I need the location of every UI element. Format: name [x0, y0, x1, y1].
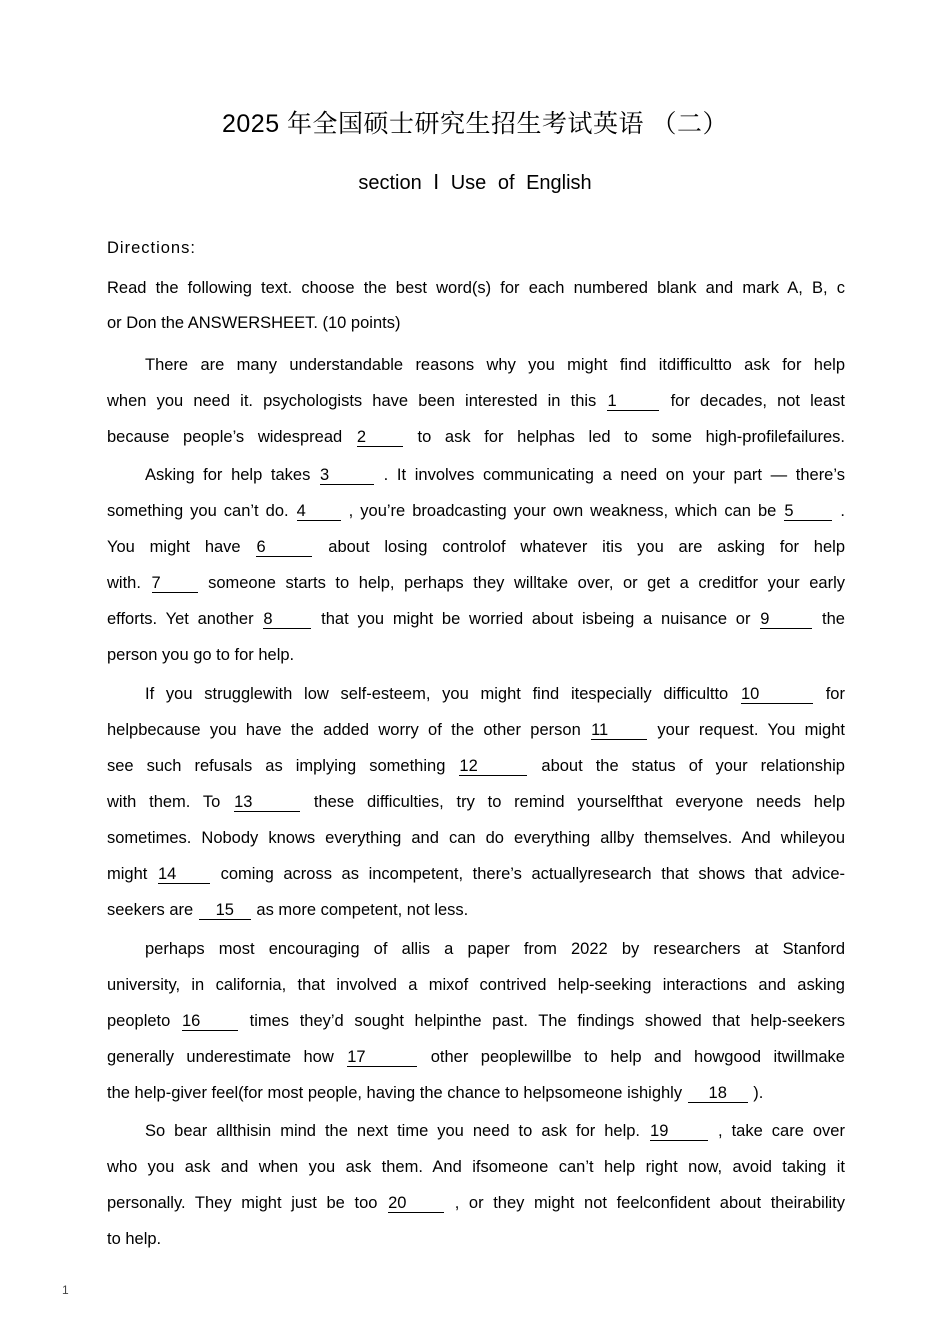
passage-line	[107, 974, 845, 996]
passage-text: .	[840, 502, 845, 520]
passage-line	[107, 1082, 845, 1104]
passage-text: If you strugglewith low self-esteem, you might find itespecially difficultto	[145, 685, 729, 703]
answer-blank-12: 12	[459, 757, 527, 776]
answer-blank-19: 19	[650, 1122, 708, 1141]
answer-blank-11: 11	[591, 721, 647, 740]
answer-blank-15: 15	[199, 901, 251, 920]
passage-line	[107, 608, 845, 630]
passage-text: for	[825, 685, 845, 703]
passage-text: personally. They might just be too	[107, 1194, 378, 1212]
section-heading: section Ⅰ Use of English	[358, 172, 592, 194]
passage-line	[107, 755, 845, 777]
passage-text: because people’s widespread	[107, 428, 343, 446]
passage-text: see such refusals as implying something	[107, 757, 446, 775]
passage-line	[145, 938, 845, 960]
passage-text: something you can’t do.	[107, 502, 289, 520]
passage-line	[107, 827, 845, 849]
answer-blank-10: 10	[741, 685, 813, 704]
passage-line	[145, 683, 845, 705]
answer-blank-4: 4	[297, 502, 341, 521]
answer-blank-1: 1	[607, 392, 659, 411]
passage-text: your request. You might	[657, 721, 845, 739]
passage-line	[107, 500, 845, 522]
passage-text: as more competent, not less.	[256, 901, 469, 919]
passage-text: when you need it. psychologists have been interested in this	[107, 392, 597, 410]
answer-blank-20: 20	[388, 1194, 444, 1213]
passage-line	[107, 1192, 845, 1214]
passage-text: university, in california, that involved a mixof contrived help-seeking interactions and asking	[107, 976, 845, 994]
answer-blank-17: 17	[347, 1048, 417, 1067]
answer-blank-16: 16	[182, 1012, 238, 1031]
passage-text: So bear allthisin mind the next time you need to ask for help.	[145, 1122, 641, 1140]
passage-text: seekers are	[107, 901, 194, 919]
passage-line	[107, 536, 845, 558]
passage-line	[107, 863, 845, 885]
passage-line	[107, 719, 845, 741]
passage-line	[107, 1046, 845, 1068]
passage-text: someone starts to help, perhaps they willtake over, or get a creditfor your early	[208, 574, 845, 592]
passage-text: , you’re broadcasting your own weakness, which can be	[348, 502, 777, 520]
directions-line-2: or Don the ANSWERSHEET. (10 points)	[107, 314, 401, 332]
directions-label: Directions:	[107, 239, 196, 257]
passage-text: to help.	[107, 1230, 162, 1248]
passage-line	[107, 899, 845, 921]
passage-text: with.	[107, 574, 141, 592]
answer-blank-2: 2	[357, 428, 403, 447]
passage-text: . It involves communicating a need on your part — there’s	[383, 466, 845, 484]
passage-text: who you ask and when you ask them. And ifsomeone can’t help right now, avoid taking it	[107, 1158, 845, 1176]
page-number: 1	[62, 1283, 69, 1297]
answer-blank-8: 8	[263, 610, 311, 629]
passage-text: generally underestimate how	[107, 1048, 334, 1066]
passage-text: times they’d sought helpinthe past. The findings showed that help-seekers	[249, 1012, 846, 1030]
passage-line	[107, 572, 845, 594]
passage-text: , take care over	[718, 1122, 845, 1140]
passage-line	[145, 354, 845, 376]
passage-text: ).	[753, 1084, 764, 1102]
passage-text: sometimes. Nobody knows everything and can do everything allby themselves. And whileyou	[107, 829, 845, 847]
passage-text: these difficulties, try to remind yourselfthat everyone needs help	[313, 793, 845, 811]
passage-text: helpbecause you have the added worry of the other person	[107, 721, 581, 739]
passage-text: to ask for helphas led to some high-profilefailures.	[417, 428, 845, 446]
passage-text: peopleto	[107, 1012, 171, 1030]
passage-line	[107, 426, 845, 448]
passage-line	[107, 1010, 845, 1032]
passage-text: the help-giver feel(for most people, having the chance to helpsomeone ishighly	[107, 1084, 683, 1102]
passage-text: perhaps most encouraging of allis a paper from 2022 by researchers at Stanford	[145, 940, 845, 958]
passage-text: coming across as incompetent, there’s actuallyresearch that shows that advice-	[220, 865, 845, 883]
directions-line-1: Read the following text. choose the best word(s) for each numbered blank and mark A, B, c	[107, 279, 845, 297]
passage-line	[107, 791, 845, 813]
passage-text: for decades, not least	[670, 392, 845, 410]
page-title: 2025 年全国硕士研究生招生考试英语 （二）	[221, 110, 728, 138]
passage-text: might	[107, 865, 148, 883]
passage-text: You might have	[107, 538, 241, 556]
passage-line	[107, 390, 845, 412]
passage-text: about the status of your relationship	[541, 757, 845, 775]
answer-blank-13: 13	[234, 793, 300, 812]
answer-blank-14: 14	[158, 865, 210, 884]
passage-text: that you might be worried about isbeing a nuisance or	[321, 610, 751, 628]
passage-line	[107, 644, 845, 666]
passage-line	[107, 1156, 845, 1178]
passage-text: with them. To	[107, 793, 221, 811]
answer-blank-9: 9	[760, 610, 812, 629]
passage-text: efforts. Yet another	[107, 610, 254, 628]
passage-text: , or they might not feelconfident about theirability	[454, 1194, 845, 1212]
answer-blank-5: 5	[784, 502, 832, 521]
passage-line	[107, 1228, 845, 1250]
answer-blank-6: 6	[256, 538, 312, 557]
passage-text: other peoplewillbe to help and howgood itwillmake	[430, 1048, 845, 1066]
passage-text: person you go to for help.	[107, 646, 295, 664]
answer-blank-7: 7	[152, 574, 198, 593]
passage-text: Asking for help takes	[145, 466, 311, 484]
passage-text: about losing controlof whatever itis you are asking for help	[328, 538, 846, 556]
passage-text: There are many understandable reasons why you might find itdifficultto ask for help	[145, 356, 845, 374]
passage-line	[145, 1120, 845, 1142]
answer-blank-3: 3	[320, 466, 374, 485]
passage-text: the	[822, 610, 845, 628]
answer-blank-18: 18	[688, 1084, 748, 1103]
passage-line	[145, 464, 845, 486]
